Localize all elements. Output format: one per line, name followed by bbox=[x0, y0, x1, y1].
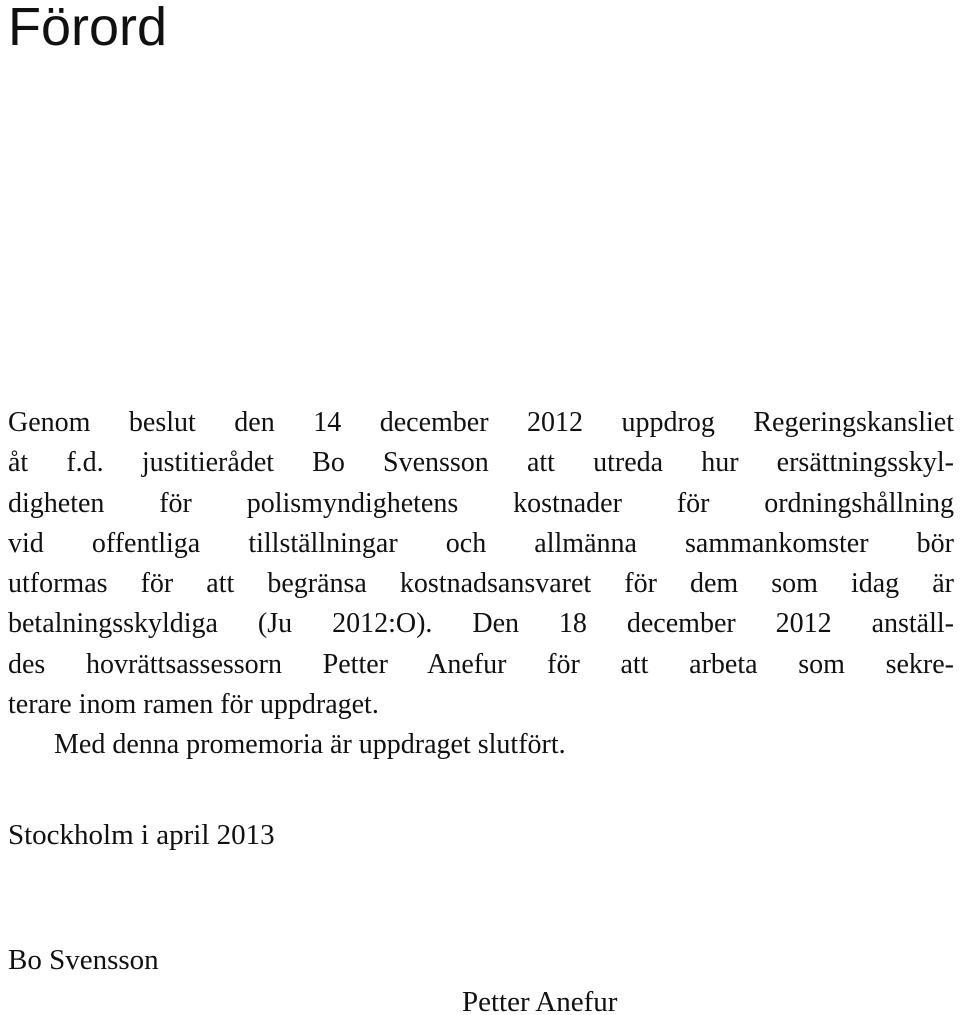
page-title: Förord bbox=[8, 0, 168, 57]
paragraph-line: Genom beslut den 14 december 2012 uppdrog Regeringskansliet bbox=[8, 407, 954, 438]
preface-paragraph bbox=[8, 403, 954, 766]
paragraph-line: des hovrättsassessorn Petter Anefur för att arbeta som sekre- bbox=[8, 648, 954, 680]
signature-bo-svensson: Bo Svensson bbox=[8, 944, 159, 976]
paragraph-line: åt f.d. justitierådet Bo Svensson att utreda hur ersättningsskyl- bbox=[8, 447, 954, 479]
paragraph-line: utformas för att begränsa kostnadsansvaret för dem som idag är bbox=[8, 568, 954, 600]
paragraph-line: betalningsskyldiga (Ju 2012:O). Den 18 december 2012 anställ- bbox=[8, 608, 954, 640]
paragraph-line-indented: Med denna promemoria är uppdraget slutfört. bbox=[54, 729, 566, 761]
signature-petter-anefur: Petter Anefur bbox=[462, 986, 618, 1015]
paragraph-line: vid offentliga tillställningar och allmänna sammankomster bör bbox=[8, 527, 954, 559]
paragraph-line: digheten för polismyndighetens kostnader för ordningshållning bbox=[8, 487, 954, 519]
paragraph-line: terare inom ramen för uppdraget. bbox=[8, 689, 379, 721]
place-and-date: Stockholm i april 2013 bbox=[8, 819, 275, 851]
